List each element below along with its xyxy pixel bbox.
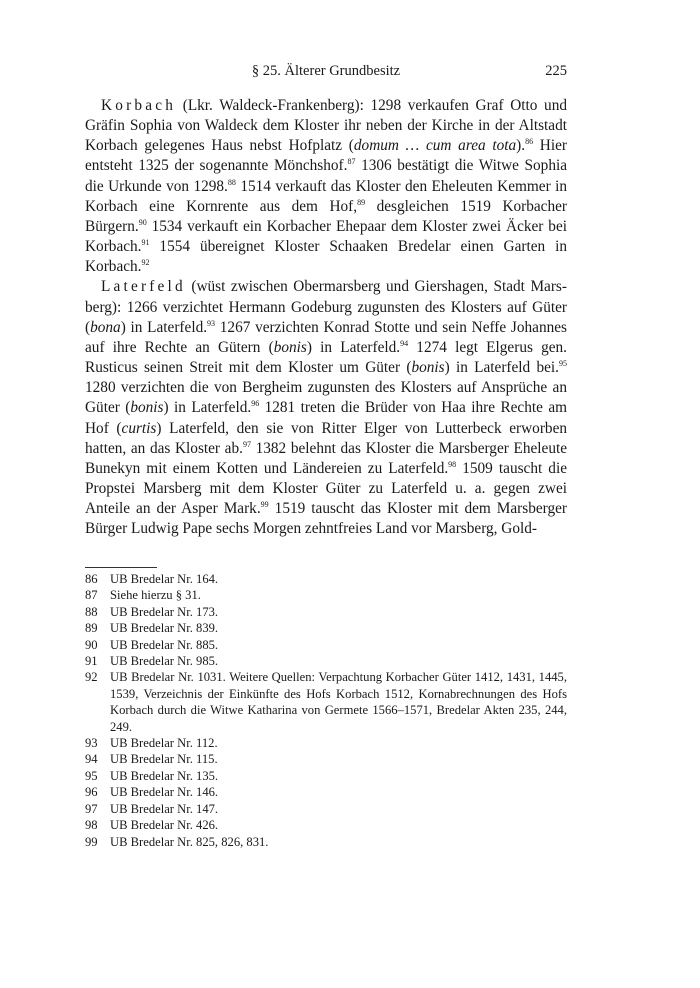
- footnote-number: 99: [85, 834, 98, 849]
- footnote-ref: 98: [448, 459, 457, 469]
- footnote-number: 91: [85, 654, 98, 669]
- footnote-ref: 95: [559, 359, 568, 369]
- footnote: [85, 637, 567, 653]
- text-run: ) Laterfeld, den sie von Ritter Elger von Lutterbeck erworben hatten, an das Kloster ab.: [85, 419, 568, 457]
- footnote: [85, 653, 567, 669]
- footnote: [85, 768, 567, 784]
- footnote-ref: 93: [207, 318, 216, 328]
- footnote-text: UB Bredelar Nr. 825, 826, 831.: [110, 834, 269, 849]
- latin-term: bona: [90, 318, 121, 336]
- text-run: 1534 verkauft ein Korbacher Ehepaar dem Kloster zwei Äcker bei Korbach.: [85, 217, 567, 256]
- footnote: [85, 801, 567, 817]
- latin-term: bonis: [130, 399, 164, 417]
- main-text: [85, 96, 567, 539]
- footnote-ref: 96: [251, 399, 260, 409]
- footnote-number: 87: [85, 588, 98, 603]
- footnote-number: 95: [85, 768, 98, 783]
- text-run: desgleichen 1519 Korbacher Bürgern.: [85, 197, 567, 235]
- footnote: [85, 571, 567, 587]
- footnote-number: 94: [85, 752, 98, 767]
- text-run: 1554 übereignet Kloster Schaaken Bredelar einen Garten in Korbach.: [85, 238, 567, 276]
- footnote-text: UB Bredelar Nr. 164.: [110, 572, 219, 586]
- footnote-number: 96: [85, 785, 98, 800]
- footnote: [85, 735, 567, 751]
- place-name: Korbach: [101, 97, 177, 114]
- footnote: [85, 669, 567, 735]
- text-run: (Lkr. Waldeck-Frankenberg): 1298 verkaufen Graf Otto und Gräfin Sophia von Waldeck dem Kloster ihr neben der Kirche in der Altstadt Korbach gelegenes Haus nebst Hofplatz (: [85, 97, 567, 155]
- footnote-text: UB Bredelar Nr. 426.: [110, 818, 219, 833]
- footnote-ref: 86: [525, 137, 534, 147]
- footnote-ref: 99: [260, 500, 269, 510]
- section-title: § 25. Älterer Grundbesitz: [251, 63, 401, 79]
- text-run: ) in Laterfeld.: [306, 338, 401, 356]
- text-run: 1514 verkauft das Kloster den Eheleuten Kemmer in Korbach eine Kornrente aus dem Hof,: [85, 177, 567, 215]
- footnote: [85, 784, 567, 800]
- footnote-text: UB Bredelar Nr. 112.: [110, 736, 218, 751]
- footnote-text: UB Bredelar Nr. 839.: [110, 621, 219, 636]
- footnote-text: UB Bredelar Nr. 147.: [110, 801, 219, 816]
- footnote-text: UB Bredelar Nr. 173.: [110, 604, 219, 619]
- footnote-ref: 92: [141, 258, 150, 268]
- footnote-text: UB Bredelar Nr. 985.: [110, 654, 219, 669]
- paragraph: [85, 96, 567, 277]
- footnote: [85, 587, 567, 603]
- footnote-text: Siehe hierzu § 31.: [110, 588, 201, 603]
- footnote-text: UB Bredelar Nr. 115.: [110, 752, 218, 767]
- text-run: 1281 treten die Brüder von Haa ihre Rechte am Hof (: [85, 399, 568, 437]
- footnote: [85, 604, 567, 620]
- text-run: (wüst zwischen Obermarsberg und Giershagen, Stadt Marsberg): 1266 verzichtet Hermann Godeburg zugunsten des Klosters auf Güter (: [85, 278, 567, 336]
- footnote-number: 88: [85, 604, 98, 619]
- paragraph: [85, 277, 567, 539]
- latin-term: domum … cum area tota: [353, 137, 517, 155]
- footnote-ref: 87: [347, 157, 356, 167]
- text-run: ) in Laterfeld.: [120, 318, 208, 336]
- footnote-ref: 90: [138, 217, 147, 227]
- footnote-ref: 94: [400, 338, 409, 348]
- latin-term: curtis: [121, 419, 157, 437]
- text-run: 1382 belehnt das Kloster die Marsberger Eheleute Bunekyn mit einem Kotten und Ländereien zu Laterfeld.: [85, 439, 568, 477]
- footnote-number: 92: [85, 670, 98, 685]
- text-run: 1280 verzichten die von Bergheim zugunsten des Klosters auf Ansprüche an Güter (: [85, 379, 567, 417]
- footnote-number: 97: [85, 801, 98, 816]
- footnote-ref: 88: [227, 177, 236, 187]
- text-run: Hier entsteht 1325 der sogenannte Mönchshof.: [85, 137, 567, 175]
- footnote-text: UB Bredelar Nr. 1031. Weitere Quellen: Verpachtung Korbacher Güter 1412, 1431, 1445, 1539, Verzeichnis der Einkünfte des Hofs Korbach 1512, Kornabrechnungen des Hofs Korbach durch die Witwe Katharina von Germete 1566–1571, Bredelar Akten 235, 244, 249.: [110, 670, 567, 734]
- footnote: [85, 834, 567, 850]
- footnote: [85, 620, 567, 636]
- footnote-number: 86: [85, 572, 98, 586]
- page-number: 225: [545, 63, 567, 79]
- footnote-ref: 89: [357, 197, 366, 207]
- footnote-text: UB Bredelar Nr. 135.: [110, 768, 219, 783]
- text-run: ) in Laterfeld.: [163, 399, 252, 417]
- footnote-ref: 91: [141, 238, 150, 248]
- footnote: [85, 817, 567, 833]
- footnote: [85, 751, 567, 767]
- footnote-number: 98: [85, 818, 98, 833]
- text-run: ).: [516, 137, 526, 155]
- footnote-rule: [85, 567, 157, 568]
- footnotes: [85, 571, 567, 850]
- running-header: [85, 63, 567, 83]
- text-run: 1306 bestätigt die Witwe Sophia die Urkunde von 1298.: [85, 157, 568, 195]
- footnote-text: UB Bredelar Nr. 146.: [110, 785, 219, 800]
- footnote-ref: 97: [242, 439, 251, 449]
- latin-term: bonis: [411, 359, 445, 377]
- footnote-number: 90: [85, 637, 98, 652]
- footnote-text: UB Bredelar Nr. 885.: [110, 637, 219, 652]
- footnote-number: 89: [85, 621, 98, 636]
- text-run: 1519 tauscht das Kloster mit dem Marsberger Bürger Ludwig Pape sechs Morgen zehntfreies Land vor Marsberg, Gold-: [85, 500, 568, 538]
- latin-term: bonis: [273, 338, 307, 356]
- text-run: ) in Laterfeld bei.: [444, 359, 560, 377]
- text-run: 1274 legt Elgerus gen. Rusticus seinen Streit mit dem Kloster um Güter (: [85, 338, 568, 377]
- place-name: Laterfeld: [101, 278, 186, 296]
- text-run: 1509 tauscht die Propstei Marsberg mit dem Kloster Güter zu Laterfeld u. a. gegen zwei Anteile an der Asper Mark.: [85, 459, 567, 518]
- text-run: 1267 verzichten Konrad Stotte und sein Neffe Johannes auf ihre Rechte an Gütern (: [85, 318, 567, 356]
- footnote-number: 93: [85, 736, 98, 751]
